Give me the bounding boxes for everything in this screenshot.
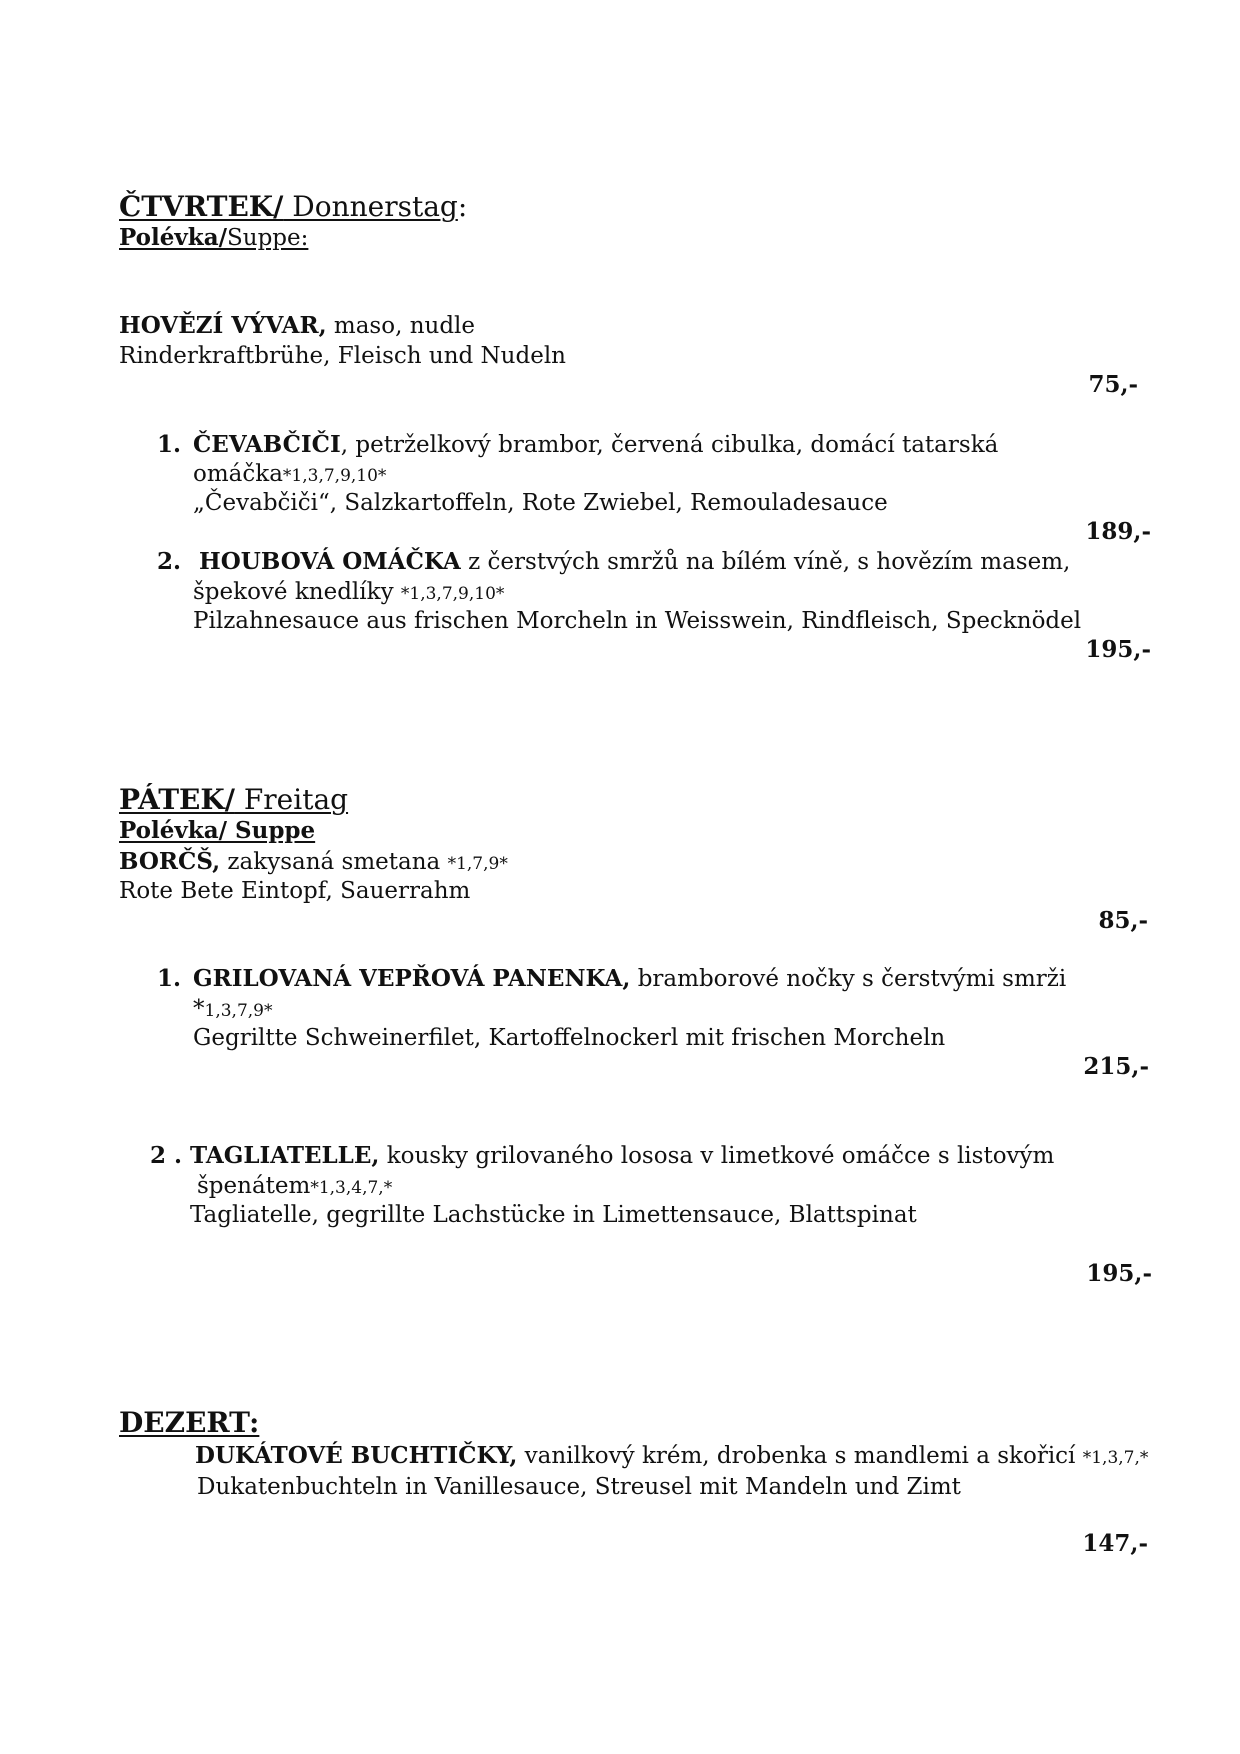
thursday-main-2-price: 195,- — [1085, 636, 1151, 663]
allergens: 1,3,7,9* — [204, 1001, 273, 1021]
friday-soup-heading: Polévka/ Suppe — [119, 817, 316, 844]
dish-name: ČEVABČIČI — [193, 431, 341, 458]
thursday-soup-de: Rinderkraftbrühe, Fleisch und Nudeln — [119, 343, 566, 369]
allergens: *1,3,7,* — [1082, 1448, 1149, 1468]
item-number: 1. — [157, 965, 182, 992]
dish-name: HOUBOVÁ OMÁČKA — [199, 548, 461, 575]
thursday-soup-heading — [119, 224, 308, 252]
friday-soup-de: Rote Bete Eintopf, Sauerrahm — [119, 878, 471, 904]
dish-name: GRILOVANÁ VEPŘOVÁ PANENKA, — [193, 965, 631, 992]
thursday-main-1-line2 — [193, 460, 386, 490]
item-number: 2 . — [150, 1142, 183, 1169]
friday-day-heading — [119, 783, 348, 817]
friday-main-1-line2 — [193, 995, 272, 1025]
dish-name: TAGLIATELLE, — [190, 1142, 380, 1169]
dessert-de: Dukatenbuchteln in Vanillesauce, Streusel mit Mandeln und Zimt — [197, 1474, 961, 1500]
dish-name: BORČŠ, — [119, 848, 221, 875]
friday-main-2-de: Tagliatelle, gegrillte Lachstücke in Limettensauce, Blattspinat — [190, 1202, 917, 1228]
colon: : — [457, 190, 468, 223]
friday-soup-price: 85,- — [1098, 907, 1148, 934]
thursday-soup-price: 75,- — [1088, 371, 1138, 398]
friday-main-1-de: Gegriltte Schweinerfilet, Kartoffelnockerl mit frischen Morcheln — [193, 1025, 946, 1051]
friday-main-2-line — [150, 1142, 1054, 1170]
item-number: 1. — [157, 431, 182, 458]
dessert-price: 147,- — [1082, 1530, 1148, 1557]
allergens: *1,7,9* — [447, 854, 508, 874]
thursday-day-heading — [119, 190, 467, 224]
dish-desc: kousky grilovaného lososa v limetkové omáčce s listovým — [379, 1143, 1055, 1169]
dish-desc-cont: špenátem — [197, 1173, 311, 1199]
dish-desc: vanilkový krém, drobenka s mandlemi a skořicí — [517, 1443, 1083, 1469]
dish-desc-cont: špekové knedlíky — [193, 579, 401, 605]
thursday-main-1-de: „Čevabčiči“, Salzkartoffeln, Rote Zwiebel, Remouladesauce — [193, 490, 888, 516]
item-number: 2. — [157, 548, 182, 575]
dish-desc: bramborové nočky s čerstvými smrži — [630, 966, 1067, 992]
dish-name: HOVĚZÍ VÝVAR, — [119, 312, 327, 339]
allergens: *1,3,4,7,* — [310, 1178, 393, 1198]
dish-desc: z čerstvých smržů na bílém víně, s hovězím masem, — [460, 549, 1071, 575]
thursday-main-2-line2 — [193, 578, 504, 608]
friday-main-1-line — [157, 965, 1066, 993]
thursday-soup-line — [119, 312, 475, 340]
thursday-main-2-de: Pilzahnesauce aus frischen Morcheln in Weisswein, Rindfleisch, Specknödel — [193, 608, 1082, 634]
dish-desc: zakysaná smetana — [220, 849, 448, 875]
friday-main-2-price: 195,- — [1086, 1260, 1152, 1287]
dish-name: DUKÁTOVÉ BUCHTIČKY, — [195, 1442, 518, 1469]
soup-heading-de: Suppe: — [227, 225, 309, 251]
allergens: *1,3,7,9,10* — [400, 584, 505, 604]
friday-main-2-line2 — [197, 1172, 392, 1202]
friday-soup-line — [119, 848, 508, 878]
dessert-line — [195, 1442, 1148, 1472]
thursday-main-1-line — [157, 431, 998, 459]
dish-desc-cont: omáčka — [193, 461, 283, 487]
dish-desc: , petrželkový brambor, červená cibulka, domácí tatarská — [340, 432, 999, 458]
thursday-main-2-line — [157, 548, 1070, 576]
dish-desc: maso, nudle — [326, 313, 476, 339]
allergens: *1,3,7,9,10* — [282, 466, 387, 486]
day-name-cz: PÁTEK/ — [119, 783, 235, 816]
day-name-de: Donnerstag — [283, 190, 458, 223]
thursday-main-1-price: 189,- — [1085, 518, 1151, 545]
day-name-de: Freitag — [234, 783, 349, 816]
day-name-cz: ČTVRTEK/ — [119, 190, 284, 223]
dessert-heading: DEZERT: — [119, 1406, 260, 1439]
friday-main-1-price: 215,- — [1083, 1053, 1149, 1080]
soup-heading-cz: Polévka/ — [119, 224, 227, 251]
dish-desc-cont: * — [193, 996, 205, 1022]
